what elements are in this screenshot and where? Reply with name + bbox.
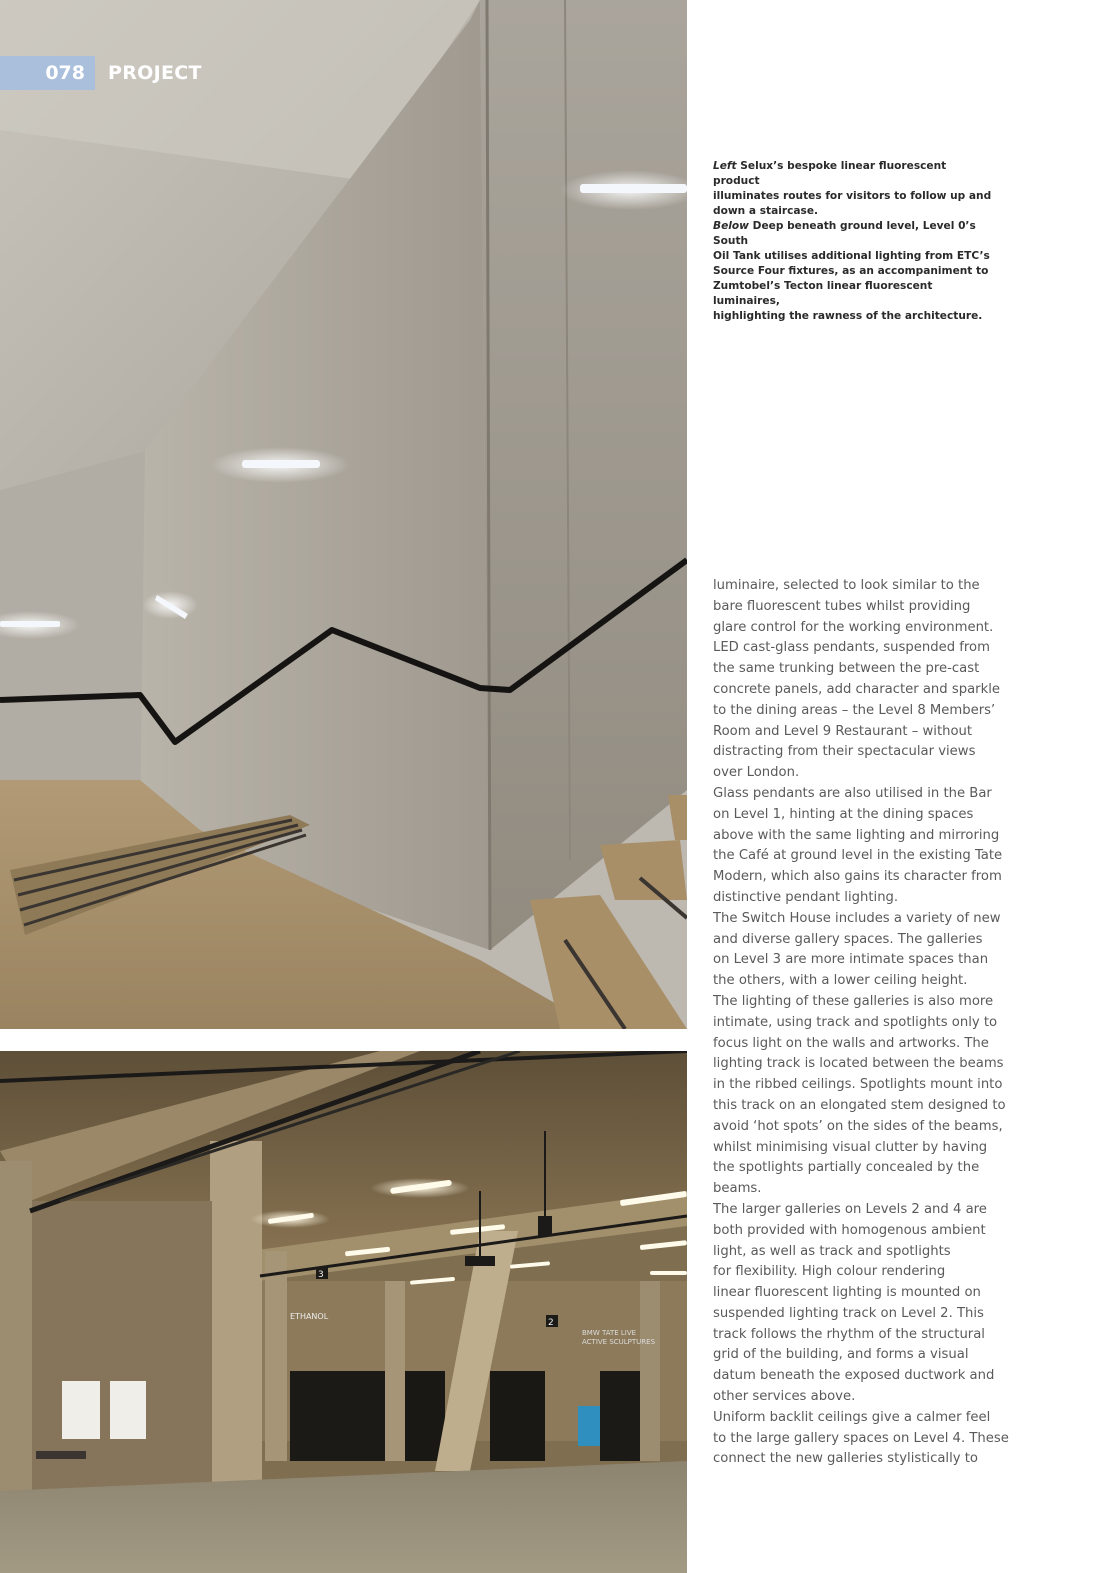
caption-left	[713, 159, 993, 219]
body-text-line: the Café at ground level in the existing Tate	[713, 848, 1003, 864]
body-text-line: The larger galleries on Levels 2 and 4 are	[713, 1201, 987, 1217]
body-text-line: over London.	[713, 765, 800, 781]
body-text-line: other services above.	[713, 1389, 856, 1405]
body-text-line: The Switch House includes a variety of new	[713, 910, 1001, 926]
caption-below-lead: Below	[713, 220, 749, 232]
photo-sign-number-3: 3	[318, 1270, 324, 1280]
body-text-line: to the large gallery spaces on Level 4. These	[713, 1430, 1009, 1446]
body-text-line: grid of the building, and forms a visual	[713, 1347, 969, 1363]
body-text-line: distinctive pendant lighting.	[713, 889, 899, 905]
body-text-line: for flexibility. High colour rendering	[713, 1264, 946, 1280]
body-text-line: bare fluorescent tubes whilst providing	[713, 598, 971, 614]
photo-sign-bmw-tate-live: BMW TATE LIVE	[582, 1329, 637, 1337]
body-text-line: and diverse gallery spaces. The galleries	[713, 931, 983, 947]
section-label: PROJECT	[108, 62, 202, 84]
body-text-line: on Level 1, hinting at the dining spaces	[713, 806, 974, 822]
caption-left-line: illuminates routes for visitors to follow up and	[713, 190, 992, 202]
body-text-line: above with the same lighting and mirroring	[713, 827, 1000, 843]
body-text-line: LED cast-glass pendants, suspended from	[713, 640, 990, 656]
body-text-line: glare control for the working environment.	[713, 619, 994, 635]
body-text-line: track follows the rhythm of the structural	[713, 1326, 985, 1342]
body-text-line: linear fluorescent lighting is mounted on	[713, 1285, 981, 1301]
article-body-column	[713, 576, 1013, 1470]
body-text-line: light, as well as track and spotlights	[713, 1243, 951, 1259]
body-text-line: suspended lighting track on Level 2. This	[713, 1305, 984, 1321]
caption-below-line: Oil Tank utilises additional lighting from ETC’s	[713, 250, 990, 262]
caption-left-line: down a staircase.	[713, 205, 819, 217]
caption-below-line: highlighting the rawness of the architecture.	[713, 310, 983, 322]
caption-below-line: Zumtobel’s Tecton linear fluorescent luminaires,	[713, 280, 933, 307]
oil-tank-gallery-photo	[0, 1051, 687, 1573]
body-text-line: Uniform backlit ceilings give a calmer feel	[713, 1409, 991, 1425]
photo-caption	[713, 159, 993, 324]
page-header-tag	[0, 56, 202, 90]
body-text-line: concrete panels, add character and sparkle	[713, 681, 1001, 697]
body-text-line: Room and Level 9 Restaurant – without	[713, 723, 973, 739]
page-number: 078	[0, 56, 95, 90]
body-text-line: this track on an elongated stem designed to	[713, 1097, 1006, 1113]
body-text-line: the others, with a lower ceiling height.	[713, 973, 968, 989]
body-text-line: Modern, which also gains its character from	[713, 869, 1002, 885]
body-text-line: to the dining areas – the Level 8 Members’	[713, 702, 996, 718]
body-text-line: The lighting of these galleries is also more	[713, 993, 994, 1009]
body-text-line: connect the new galleries stylistically to	[713, 1451, 978, 1467]
caption-left-lead: Left	[713, 160, 737, 172]
body-text-line: intimate, using track and spotlights only to	[713, 1014, 998, 1030]
caption-below-line: Source Four fixtures, as an accompaniment to	[713, 265, 989, 277]
body-text-line: focus light on the walls and artworks. The	[713, 1035, 989, 1051]
body-text-line: Glass pendants are also utilised in the Bar	[713, 785, 992, 801]
body-text-line: luminaire, selected to look similar to the	[713, 578, 980, 593]
body-text-line: both provided with homogenous ambient	[713, 1222, 986, 1238]
body-text-line: in the ribbed ceilings. Spotlights mount into	[713, 1077, 1003, 1093]
caption-below-line: Deep beneath ground level, Level 0’s South	[713, 220, 976, 247]
body-text-line: the same trunking between the pre-cast	[713, 661, 980, 677]
body-text-line: beams.	[713, 1181, 762, 1197]
body-text-line: avoid ‘hot spots’ on the sides of the beams,	[713, 1118, 1003, 1134]
body-text-line: whilst minimising visual clutter by having	[713, 1139, 988, 1155]
body-text-line: on Level 3 are more intimate spaces than	[713, 952, 989, 968]
caption-left-line: Selux’s bespoke linear fluorescent product	[713, 160, 947, 187]
body-text-line: lighting track is located between the beams	[713, 1056, 1004, 1072]
staircase-photo	[0, 0, 687, 1029]
photo-sign-active-sculptures: ACTIVE SCULPTURES	[582, 1338, 656, 1346]
body-text-line: the spotlights partially concealed by the	[713, 1160, 980, 1176]
caption-below	[713, 219, 993, 324]
body-text-line: distracting from their spectacular views	[713, 744, 976, 760]
body-text-line: datum beneath the exposed ductwork and	[713, 1368, 995, 1384]
photo-sign-ethanol: ETHANOL	[290, 1312, 329, 1321]
photo-sign-number-2: 2	[548, 1318, 554, 1328]
